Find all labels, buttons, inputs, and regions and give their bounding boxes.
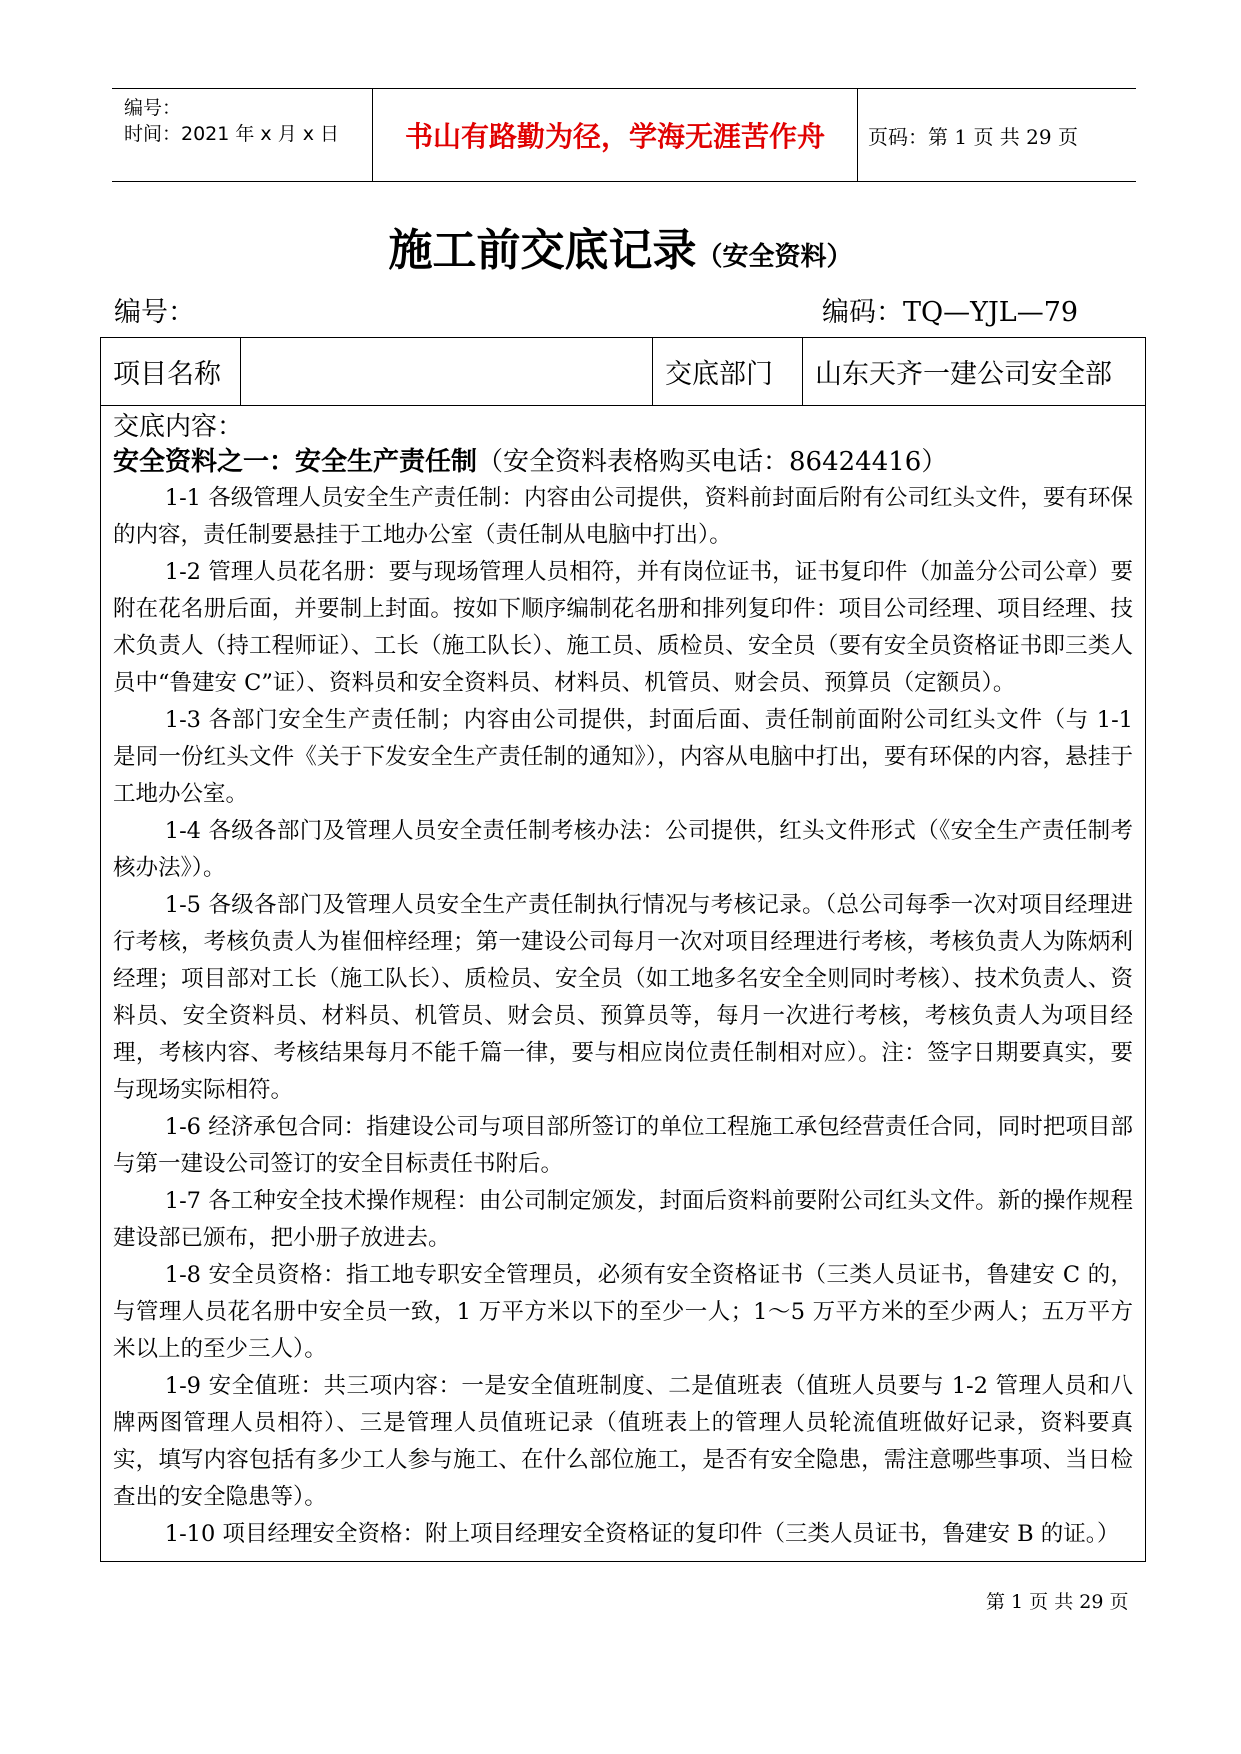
paragraph-1-8: 1-8 安全员资格：指工地专职安全管理员，必须有安全资格证书（三类人员证书，鲁建安 C 的，与管理人员花名册中安全员一致，1 万平方米以下的至少一人；1～5 万平方米的至少两人；五万平方米以上的至少三人）。 [113,1262,1133,1362]
paragraph-1-7: 1-7 各工种安全技术操作规程：由公司制定颁发，封面后资料前要附公司红头文件。新的操作规程建设部已颁布，把小册子放进去。 [113,1188,1133,1251]
section-heading [113,444,1133,480]
paragraph-1-5: 1-5 各级各部门及管理人员安全生产责任制执行情况与考核记录。（总公司每季一次对项目经理进行考核，考核负责人为崔佃梓经理；第一建设公司每月一次对项目经理进行考核，考核负责人为陈炳利经理；项目部对工长（施工队长）、质检员、安全员（如工地多名安全全则同时考核）、技术负责人、资料员、安全资料员、材料员、机管员、财会员、预算员等，每月一次进行考核，考核负责人为项目经理，考核内容、考核结果每月不能千篇一律，要与相应岗位责任制相对应）。注：签字日期要真实，要与现场实际相符。 [113,892,1133,1103]
title-sub: （安全资料） [696,242,853,272]
page-header [112,88,1136,182]
paragraph-1-4: 1-4 各级各部门及管理人员安全责任制考核办法：公司提供，红头文件形式（《安全生产责任制考核办法》）。 [113,818,1133,881]
document-title [0,214,1241,278]
header-page-label: 页码：第 1 页 共 29 页 [868,124,1078,149]
title-main: 施工前交底记录 [388,225,697,276]
department-value: 山东天齐一建公司安全部 [815,359,1112,390]
briefing-table [100,337,1146,1562]
project-name-value [241,338,653,405]
paragraph-1-6: 1-6 经济承包合同：指建设公司与项目部所签订的单位工程施工承包经营责任合同，同时把项目部与第一建设公司签订的安全目标责任书附后。 [113,1114,1133,1177]
document-number-label: 编号： [114,297,195,328]
section-note: （安全资料表格购买电话：86424416） [477,447,948,477]
header-motto: 书山有路勤为径，学海无涯苦作舟 [373,89,858,181]
page-footer: 第 1 页 共 29 页 [986,1591,1129,1613]
header-number-label: 编号： [124,97,182,119]
paragraph-1-3: 1-3 各部门安全生产责任制；内容由公司提供，封面后面、责任制前面附公司红头文件（与 1-1 是同一份红头文件《关于下发安全生产责任制的通知》），内容从电脑中打出，要有环保的内容，悬挂于工地办公室。 [113,707,1133,807]
document-code-label: 编码：TQ—YJL—79 [822,297,1079,328]
table-header-row [101,338,1145,406]
briefing-content [101,406,1145,1553]
header-date-label: 时间：2021 年 x 月 x 日 [124,123,340,145]
project-name-label: 项目名称 [101,338,241,405]
section-title: 安全资料之一：安全生产责任制 [113,447,478,477]
paragraph-1-9: 1-9 安全值班：共三项内容：一是安全值班制度、二是值班表（值班人员要与 1-2 管理人员和八牌两图管理人员相符）、三是管理人员值班记录（值班表上的管理人员轮流值班做好记录，资料要真实，填写内容包括有多少工人参与施工、在什么部位施工，是否有安全隐患，需注意哪些事项、当日检查出的安全隐患等）。 [113,1373,1133,1510]
paragraph-1-10: 1-10 项目经理安全资格：附上项目经理安全资格证的复印件（三类人员证书，鲁建安 B 的证。） [164,1521,1120,1547]
paragraph-1-2: 1-2 管理人员花名册：要与现场管理人员相符，并有岗位证书，证书复印件（加盖分公司公章）要附在花名册后面，并要制上封面。按如下顺序编制花名册和排列复印件：项目公司经理、项目经理、技术负责人（持工程师证）、工长（施工队长）、施工员、质检员、安全员（要有安全员资格证书即三类人员中“鲁建安 C”证）、资料员和安全资料员、材料员、机管员、财会员、预算员（定额员）。 [113,559,1133,696]
department-label: 交底部门 [653,338,803,405]
header-left-cell [112,89,373,181]
paragraph-1-1: 1-1 各级管理人员安全生产责任制：内容由公司提供，资料前封面后附有公司红头文件，要有环保的内容，责任制要悬挂于工地办公室（责任制从电脑中打出）。 [113,485,1133,548]
content-label: 交底内容： [113,412,244,442]
